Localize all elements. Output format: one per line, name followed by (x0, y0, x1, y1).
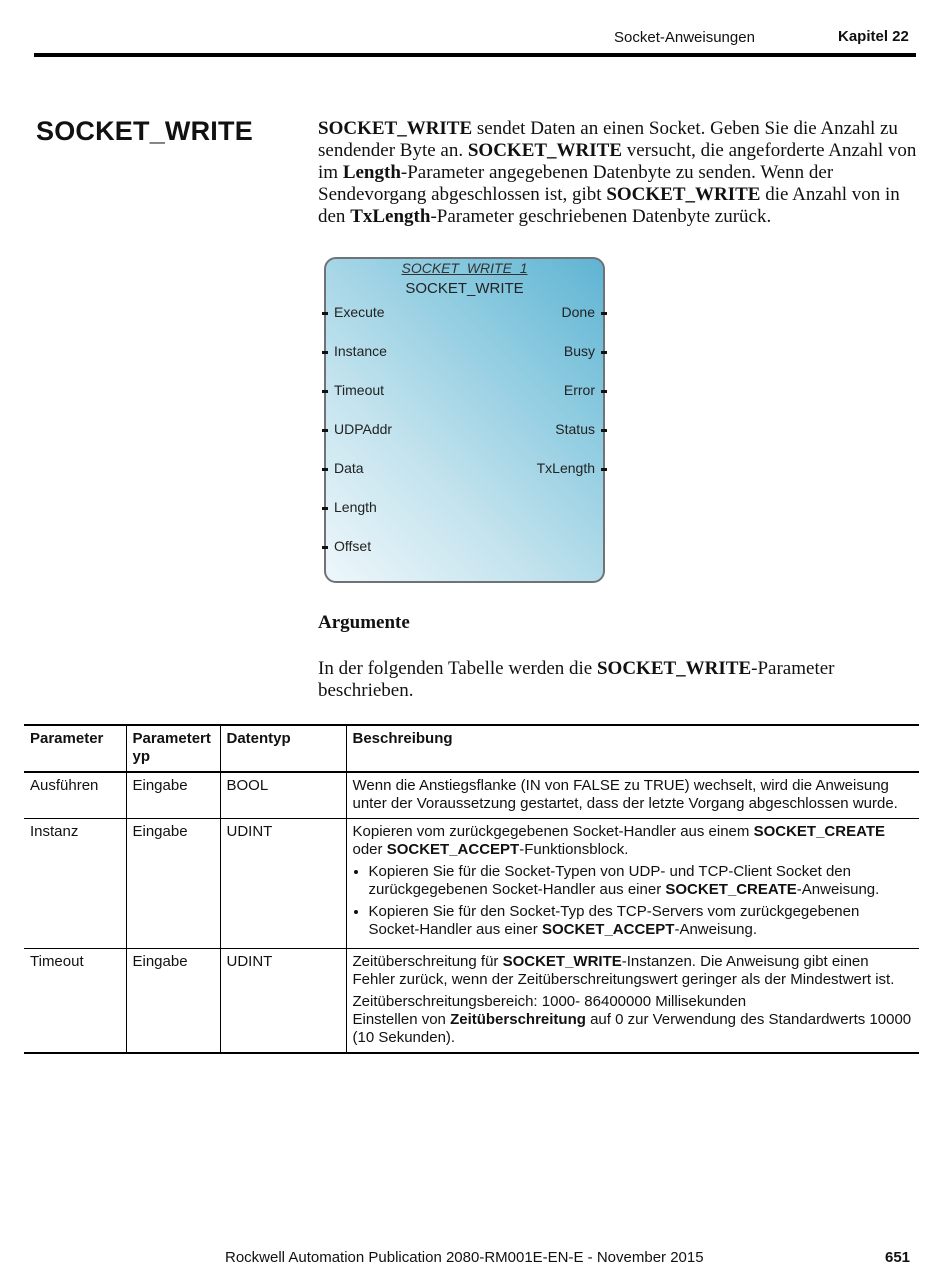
fb-instance-name: SOCKET_WRITE_1 (401, 260, 528, 276)
arguments-intro: In der folgenden Tabelle werden die SOCKET_WRITE-Parameter beschrieben. (318, 658, 835, 701)
fb-input-pin: Execute (334, 304, 385, 320)
fb-output-pin: Busy (564, 343, 595, 359)
list-item: • Kopieren Sie für die Socket-Typen von UDP- und TCP-Client Socket den zurückgegebenen Socket-Handler aus einer SOCKET_CREATE-Anweisung. (369, 863, 914, 899)
column-header: Datentyp (220, 725, 346, 772)
param-description: Zeitüberschreitung für SOCKET_WRITE-Instanzen. Die Anweisung gibt einen Fehler zurück, wenn der Zeitüberschreitungswert geringer als der Mindestwert ist. Zeitüberschreitungsbereich: 1000- 86400000 Millisekunden Einstellen von Zeitüberschreitung auf 0 zur Verwendung des Standardwerts 10000 (10 Sekunden). (346, 949, 919, 1054)
running-header-chapter: Kapitel 22 (838, 28, 909, 45)
table-row (24, 772, 919, 819)
fb-type-name: SOCKET_WRITE (405, 280, 524, 297)
table-row (24, 949, 919, 1054)
function-block-diagram (324, 257, 605, 583)
fb-input-pin: Offset (334, 538, 371, 554)
list-item: • Kopieren Sie für den Socket-Typ des TCP-Servers vom zurückgegebenen Socket-Handler aus einer SOCKET_ACCEPT-Anweisung. (369, 903, 914, 939)
page-number: 651 (885, 1249, 911, 1266)
column-header: Beschreibung (346, 725, 919, 772)
fb-input-pin: UDPAddr (334, 421, 392, 437)
running-header-section: Socket-Anweisungen (614, 29, 755, 46)
fb-output-pin: Done (562, 304, 595, 320)
param-type: Eingabe (126, 949, 220, 1054)
data-type: UDINT (220, 819, 346, 949)
param-name: Timeout (30, 953, 84, 970)
column-header: Parametertyp (126, 725, 220, 772)
column-header: Parameter (30, 730, 104, 747)
param-type: Eingabe (126, 819, 220, 949)
header-rule (34, 53, 916, 57)
arguments-heading: Argumente (318, 612, 410, 633)
fb-output-pin: Status (555, 421, 595, 437)
param-description: Kopieren vom zurückgegebenen Socket-Handler aus einem SOCKET_CREATE oder SOCKET_ACCEPT-Funktionsblock. • Kopieren Sie für die Socket-Typen von UDP- und TCP-Client Socket den zurückgegebenen Socket-Handler aus einer SOCKET_CREATE-Anweisung. • Kopieren Sie für den Socket-Typ des TCP-Servers vom zurückgegebenen Socket-Handler aus einer SOCKET_ACCEPT-Anweisung. (346, 819, 919, 949)
fb-output-pin: Error (564, 382, 595, 398)
param-type: Eingabe (126, 772, 220, 819)
parameter-table (24, 724, 919, 1054)
data-type: UDINT (220, 949, 346, 1054)
fb-input-pin: Instance (334, 343, 387, 359)
param-description: Wenn die Anstiegsflanke (IN von FALSE zu TRUE) wechselt, wird die Anweisung unter der Voraussetzung gestartet, dass der letzte Vorgang abgeschlossen wurde. (346, 772, 919, 819)
fb-input-pin: Data (334, 460, 364, 476)
fb-output-pin: TxLength (537, 460, 595, 476)
param-name: Ausführen (30, 777, 99, 794)
data-type: BOOL (220, 772, 346, 819)
section-title: SOCKET_WRITE (36, 116, 253, 146)
footer-publication: Rockwell Automation Publication 2080-RM001E-EN-E - November 2015 (225, 1249, 704, 1266)
fb-input-pin: Length (334, 499, 377, 515)
intro-paragraph: SOCKET_WRITE sendet Daten an einen Socket. Geben Sie die Anzahl zu sendender Byte an. SOCKET_WRITE versucht, die angeforderte Anzahl von im Length-Parameter angegebenen Datenbyte zu senden. Wenn der Sendevorgang abgeschlossen ist, gibt SOCKET_WRITE die Anzahl von in den TxLength-Parameter geschriebenen Datenbyte zurück. (318, 118, 917, 227)
table-header-row (24, 725, 919, 772)
fb-input-pin: Timeout (334, 382, 384, 398)
param-name: Instanz (30, 823, 79, 840)
description-bullet-list (353, 863, 914, 939)
table-row (24, 819, 919, 949)
